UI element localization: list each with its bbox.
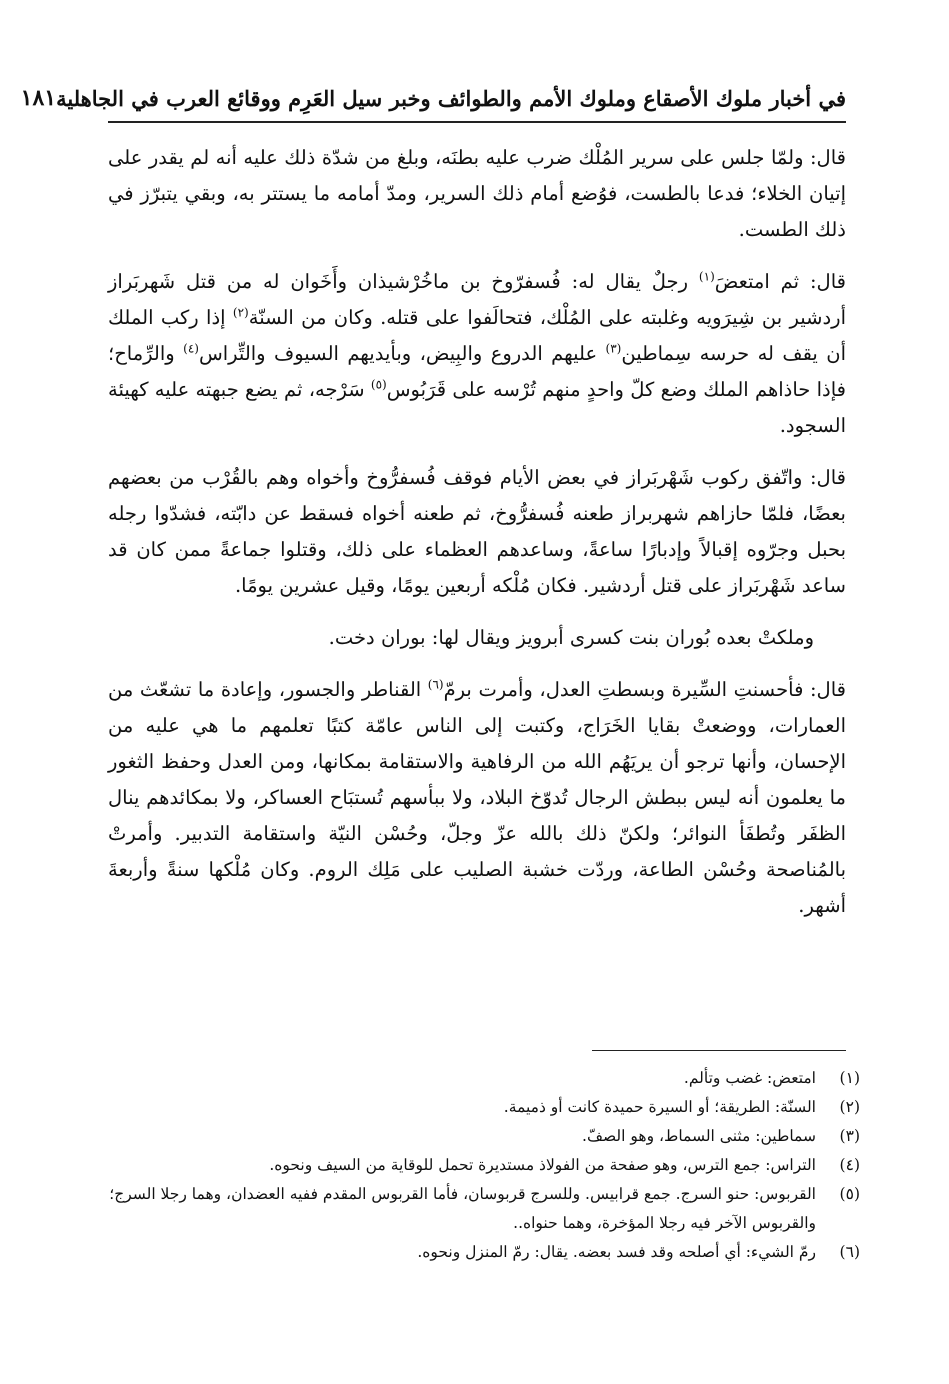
- footnote: [108, 1093, 860, 1122]
- footnote-ref: (٦): [427, 677, 444, 692]
- footnote-number: (٤): [839, 1156, 860, 1174]
- footnote-ref: (٢): [232, 305, 249, 320]
- header-title: في أخبار ملوك الأصقاع وملوك الأمم والطوائف وخبر سيل العَرِم ووقائع العرب في الجاهلية: [56, 85, 846, 111]
- footnote-text: القربوس: حنو السرج. جمع قرابيس. وللسرج قربوسان، فأما القربوس المقدم ففيه العضدان، وهما رجلا السرج؛ والقربوس الآخر فيه رجلا المؤخرة، وهما حنواه..: [109, 1185, 816, 1232]
- text-run: إذا ركب الملك أن يقف له حرسه سِماطين: [108, 306, 846, 365]
- text-run: قال: ثم امتعضَ: [714, 270, 846, 293]
- paragraph: [108, 140, 846, 248]
- text-run: والرِّماح؛ فإذا حاذاهم الملك وضع كلّ واحدٍ منهم تُرْسه على قَرَبُوس: [108, 342, 846, 401]
- footnote: [108, 1151, 860, 1180]
- footnote: [108, 1122, 860, 1151]
- text-run: القناطر والجسور، وإعادة ما تشعّث من العمارات، ووضعتْ بقايا الخَرَاج، وكتبت إلى الناس عامّة كتبًا تعلمهم ما هي عليه من الإحسان، وأنها ترجو أن يريَهُم الله من الرفاهية والاستقامة بمكانها، ومن العدل وحفظ الثغور ما يعلمون أنه ليس ببطش الرجال تُدوّخ البلاد، ولا ببأسهم تُستبَاح العساكر، ولا بمكائدهم ينال الظفَر وتُطفَأ النوائر؛ ولكنّ ذلك بالله عزّ وجلّ، وحُسْن النيّة واستقامة التدبير. وأمرتْ بالمُناصحة وحُسْن الطاعة، وردّت خشبة الصليب على مَلِك الروم. وكان مُلْكها سنةً وأربعةَ أشهر.: [108, 678, 847, 917]
- text-run: وملكتْ بعده بُوران بنت كسرى أبرويز ويقال لها: بوران دخت.: [328, 626, 814, 649]
- footnote-ref: (٣): [605, 341, 622, 356]
- paragraph: [108, 672, 846, 924]
- footnote-text: السنّة: الطريقة؛ أو السيرة حميدة كانت أو ذميمة.: [503, 1098, 816, 1116]
- footnote-text: التراس: جمع الترس، وهو صفحة من الفولاذ مستديرة تحمل للوقاية من السيف ونحوه.: [269, 1156, 816, 1174]
- running-header: [20, 78, 846, 118]
- body-text: [108, 140, 846, 924]
- footnote-ref: (٥): [370, 377, 387, 392]
- footnotes: [108, 1064, 860, 1267]
- text-run: رجلٌ يقال له: فُسفرّوخ بن ماخُرْشيذان وأَخَوان له من قتل شَهربَراز أردشير بن شِيرَويه وغلبته على المُلْك، فتحالَفوا على قتله. وكان من السنّة: [108, 270, 846, 329]
- paragraph: [108, 264, 846, 444]
- footnote-text: امتعض: غضب وتألم.: [683, 1069, 816, 1087]
- page-number: ١٨١: [20, 85, 57, 111]
- paragraph: [108, 460, 846, 604]
- text-run: قال: فأحسنتِ السِّيرة وبسطتِ العدل، وأمرت برمّ: [443, 678, 846, 701]
- footnote-number: (٥): [839, 1185, 860, 1203]
- footnote: [108, 1180, 860, 1238]
- text-run: سَرْجه، ثم يضع جبهته عليه كهيئة السجود.: [108, 378, 846, 437]
- footnote-ref: (١): [698, 269, 715, 284]
- header-rule: [108, 121, 846, 123]
- footnote-number: (٦): [839, 1243, 860, 1261]
- text-run: عليهم الدروع والبِيض، وبأيديهم السيوف والتِّراس: [198, 342, 606, 365]
- footnote-text: رمّ الشيء: أي أصلحه وقد فسد بعضه. يقال: رمّ المنزل ونحوه.: [417, 1243, 816, 1261]
- footnote: [108, 1238, 860, 1267]
- text-run: قال: ولمّا جلس على سرير المُلْك ضرب عليه بطنَه، وبلغ من شدّة ذلك عليه أنه لم يقدر على إتيان الخلاء؛ فدعا بالطست، فوُضع أمام ذلك السرير، ومدّ أمامه ما يستتر به، وبقي يتبرّز في ذلك الطست.: [108, 146, 846, 241]
- footnote-separator: [592, 1050, 846, 1051]
- footnote: [108, 1064, 860, 1093]
- footnote-text: سماطين: مثنى السماط، وهو الصفّ.: [582, 1127, 816, 1145]
- footnote-ref: (٤): [183, 341, 199, 356]
- footnote-number: (٣): [839, 1127, 860, 1145]
- footnote-number: (٢): [839, 1098, 860, 1116]
- footnote-number: (١): [839, 1069, 860, 1087]
- paragraph: [108, 620, 846, 656]
- text-run: قال: واتّفق ركوب شَهْربَراز في بعض الأيام فوقف فُسفرُّوخ وأخواه وهم بالقُرْب من بعضهم بعضًا، فلمّا حازاهم شهربراز طعنه فُسفرُّوخ، ثم طعنه أخواه فسقط عن دابّته، فشدّوا رجله بحبل وجرّوه إقبالاً وإدبارًا ساعةً، وساعدهم العظماء على ذلك، وقتلوا جماعةً ممن كان قد ساعد شَهْربَراز على قتل أردشير. فكان مُلْكه أربعين يومًا، وقيل عشرين يومًا.: [108, 466, 846, 597]
